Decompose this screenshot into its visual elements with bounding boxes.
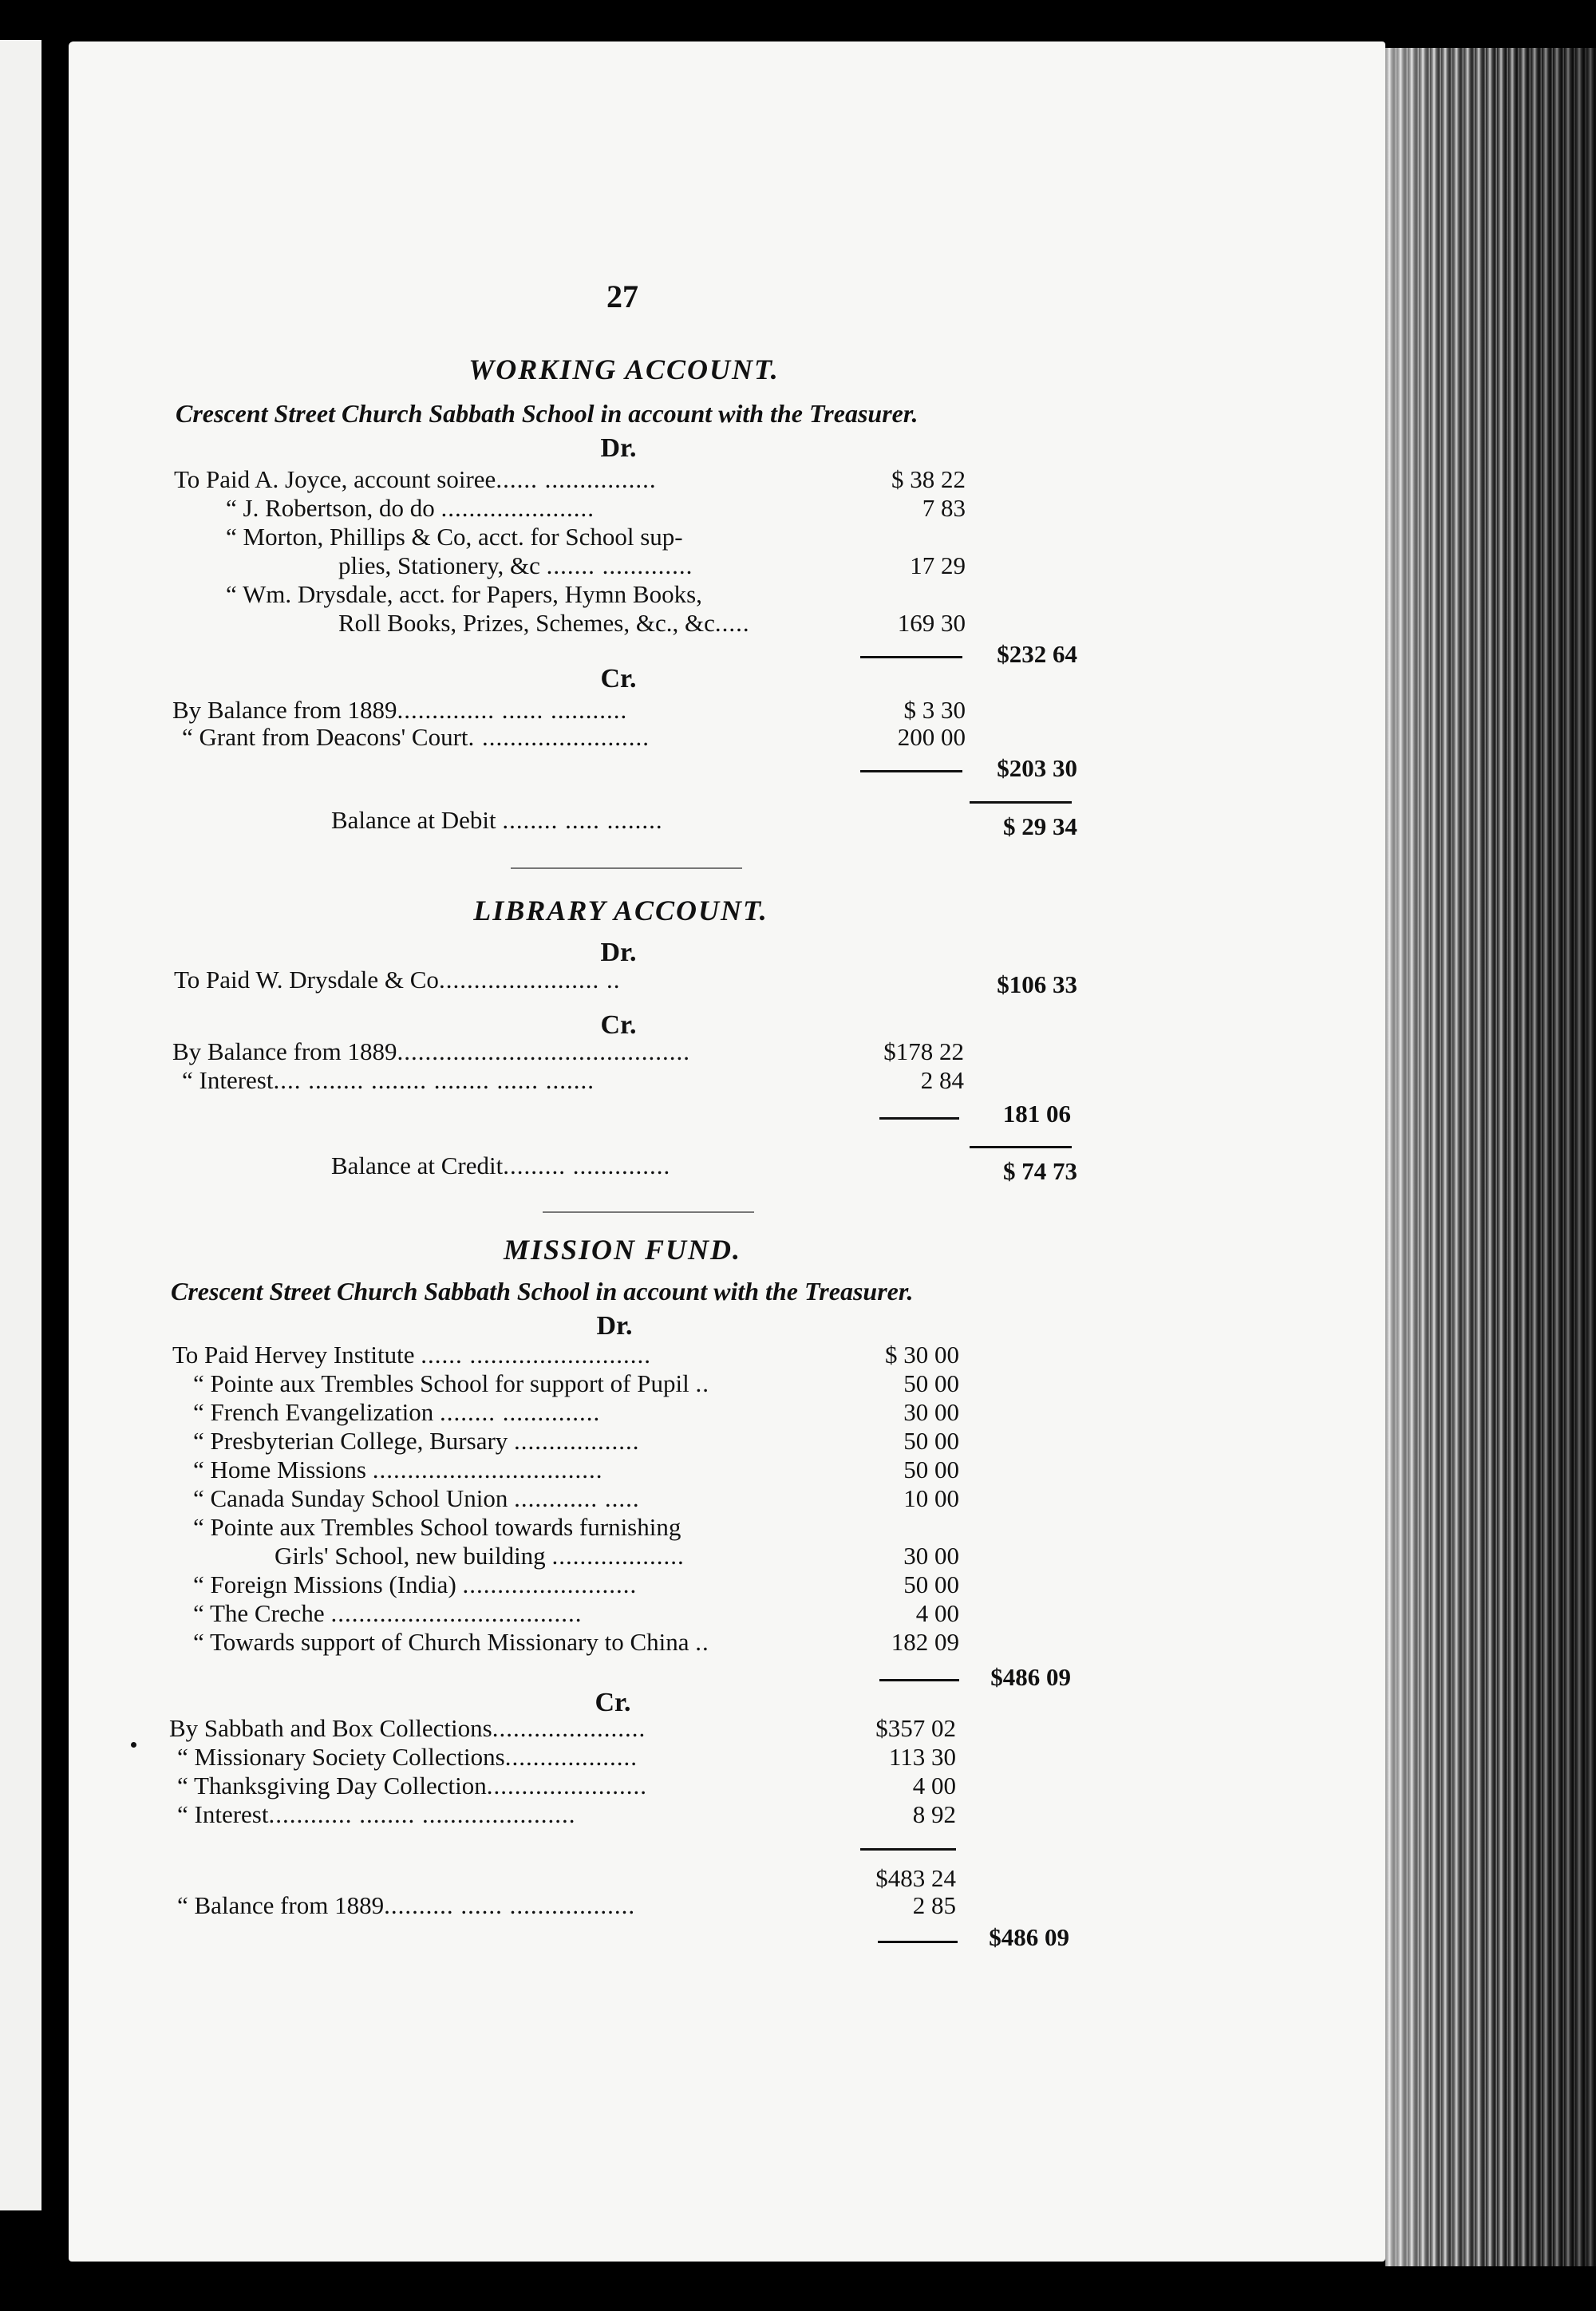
working-credit-total: $203 30 — [997, 754, 1077, 782]
mission-cr-label: Cr. — [595, 1688, 631, 1717]
library-credit-amount: $178 22 — [883, 1037, 964, 1065]
mission-debit-amount: 182 09 — [891, 1628, 959, 1656]
mission-fund-title: MISSION FUND. — [503, 1234, 742, 1266]
mission-debit-amount: 50 00 — [903, 1570, 959, 1598]
mission-credit-total-rule — [878, 1941, 958, 1943]
working-credit-row: “ Grant from Deacons' Court. ........................ — [182, 723, 650, 751]
mission-credit-total: $486 09 — [989, 1923, 1069, 1951]
mission-debit-amount: $ 30 00 — [885, 1341, 959, 1369]
mission-credit-balance-row: “ Balance from 1889.......... ...... .................. — [177, 1891, 636, 1919]
working-dr-label: Dr. — [600, 433, 637, 463]
library-credit-amount: 2 84 — [920, 1066, 964, 1094]
book-fore-edge-shadow — [1385, 48, 1596, 2266]
mission-debit-amount: 50 00 — [903, 1369, 959, 1397]
library-account-title: LIBRARY ACCOUNT. — [473, 895, 768, 926]
mission-debit-amount: 50 00 — [903, 1427, 959, 1455]
mission-debit-row: “ French Evangelization ........ .............. — [193, 1398, 601, 1426]
library-debit-row: To Paid W. Drysdale & Co....................... .. — [174, 966, 621, 994]
mission-credit-amount: 4 00 — [912, 1772, 956, 1799]
library-debit-total: $106 33 — [997, 970, 1077, 998]
mission-credit-subtotal: $483 24 — [875, 1864, 956, 1892]
working-credit-row: By Balance from 1889.............. ...... ........... — [172, 696, 628, 724]
mission-credit-amount: 113 30 — [888, 1743, 956, 1771]
mission-credit-rule — [860, 1848, 956, 1851]
mission-debit-amount: 30 00 — [903, 1542, 959, 1570]
mission-credit-amount: 8 92 — [912, 1800, 956, 1828]
mission-debit-row: “ The Creche .................................... — [193, 1599, 583, 1627]
working-cr-label: Cr. — [600, 664, 637, 693]
working-account-subtitle: Crescent Street Church Sabbath School in account with the Treasurer. — [176, 399, 918, 428]
working-debit-row: plies, Stationery, &c ....... ............. — [338, 551, 693, 579]
library-credit-total: 181 06 — [1002, 1100, 1071, 1128]
working-account-title: WORKING ACCOUNT. — [468, 354, 780, 385]
library-cr-label: Cr. — [600, 1010, 637, 1040]
ink-dot — [131, 1742, 136, 1748]
working-debit-row: “ Morton, Phillips & Co, acct. for School sup- — [226, 523, 683, 551]
mission-credit-row: By Sabbath and Box Collections...................... — [169, 1714, 646, 1742]
working-credit-amount: $ 3 30 — [903, 696, 966, 724]
working-balance-rule — [970, 801, 1072, 804]
mission-debit-amount: 50 00 — [903, 1456, 959, 1483]
library-dr-label: Dr. — [600, 938, 637, 967]
mission-debit-row: “ Towards support of Church Missionary to China .. — [193, 1628, 709, 1656]
mission-fund-subtitle: Crescent Street Church Sabbath School in account with the Treasurer. — [171, 1277, 914, 1306]
working-debit-amount: 17 29 — [910, 551, 966, 579]
working-credit-amount: 200 00 — [897, 723, 966, 751]
library-credit-row: By Balance from 1889.......................................... — [172, 1037, 691, 1065]
library-credit-row: “ Interest.... ........ ........ ........ ...... ....... — [182, 1066, 595, 1094]
mission-debit-amount: 4 00 — [915, 1599, 959, 1627]
library-balance-rule — [970, 1146, 1072, 1148]
mission-debit-amount: 10 00 — [903, 1484, 959, 1512]
mission-credit-amount: $357 02 — [875, 1714, 956, 1742]
mission-debit-row: “ Foreign Missions (India) ......................... — [193, 1570, 638, 1598]
mission-debit-row: To Paid Hervey Institute ...... .......................... — [172, 1341, 651, 1369]
page-number: 27 — [606, 279, 638, 314]
library-balance-row: Balance at Credit......... .............. — [331, 1152, 671, 1179]
working-credit-rule — [860, 770, 962, 772]
working-debit-amount: $ 38 22 — [891, 465, 966, 493]
section-separator — [511, 867, 742, 869]
mission-dr-label: Dr. — [596, 1311, 633, 1341]
working-debit-row: “ J. Robertson, do do ...................... — [226, 494, 595, 522]
mission-debit-row: “ Pointe aux Trembles School for support of Pupil .. — [193, 1369, 709, 1397]
working-debit-row: To Paid A. Joyce, account soiree...... ................ — [174, 465, 657, 493]
mission-credit-row: “ Interest............ ........ ...................... — [177, 1800, 576, 1828]
mission-debit-row: “ Pointe aux Trembles School towards furnishing — [193, 1513, 681, 1541]
working-debit-amount: 169 30 — [897, 609, 966, 637]
mission-credit-row: “ Missionary Society Collections................... — [177, 1743, 638, 1771]
section-separator — [543, 1211, 754, 1213]
mission-credit-balance-amount: 2 85 — [912, 1891, 956, 1919]
mission-debit-rule — [879, 1679, 959, 1681]
library-credit-rule — [879, 1117, 959, 1120]
mission-debit-total: $486 09 — [990, 1663, 1071, 1691]
mission-debit-amount: 30 00 — [903, 1398, 959, 1426]
working-debit-row: Roll Books, Prizes, Schemes, &c., &c..... — [338, 609, 750, 637]
mission-credit-row: “ Thanksgiving Day Collection....................... — [177, 1772, 647, 1799]
adjacent-page-edge — [0, 40, 41, 2210]
working-debit-row: “ Wm. Drysdale, acct. for Papers, Hymn Books, — [226, 580, 702, 608]
working-debit-total: $232 64 — [997, 640, 1077, 668]
library-balance-amount: $ 74 73 — [1003, 1157, 1077, 1185]
mission-debit-row: Girls' School, new building ................... — [275, 1542, 685, 1570]
mission-debit-row: “ Home Missions ................................. — [193, 1456, 603, 1483]
working-debit-amount: 7 83 — [922, 494, 966, 522]
working-balance-amount: $ 29 34 — [1003, 812, 1077, 840]
mission-debit-row: “ Canada Sunday School Union ............ ..... — [193, 1484, 640, 1512]
working-balance-row: Balance at Debit ........ ..... ........ — [331, 806, 663, 834]
working-debit-rule — [860, 656, 962, 658]
mission-debit-row: “ Presbyterian College, Bursary .................. — [193, 1427, 640, 1455]
